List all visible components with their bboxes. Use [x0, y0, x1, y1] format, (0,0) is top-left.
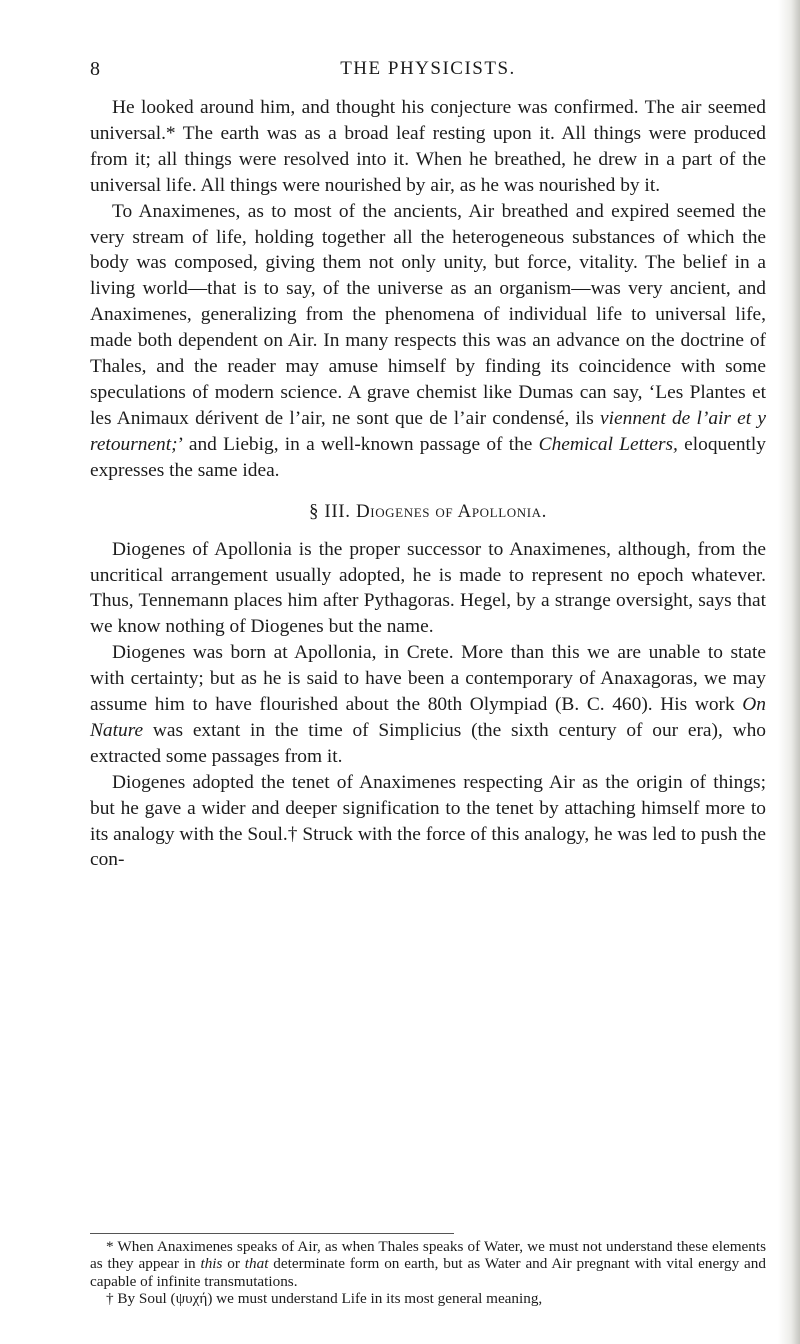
footnote-text: determinate form on earth, but as Water and Air pregnant with vital energy and capable of infinite transmutations.: [90, 1255, 766, 1290]
paragraph-text: was extant in the time of Simplicius (the sixth century of our era), who extracted some passages from it.: [90, 719, 766, 767]
paragraph-text: ’ and Liebig, in a well-known passage of the: [177, 433, 539, 455]
page-number: 8: [90, 58, 100, 80]
section-heading: [90, 501, 766, 523]
running-head: THE PHYSICISTS.: [340, 58, 516, 79]
paragraph-text: To Anaximenes, as to most of the ancients, Air breathed and expired seemed the very stream of life, holding together all the heterogeneous substances of which the body was composed, giving them not only unity, but force, vitality. The belief in a living world—that is to say, of the universe as an organism—was very ancient, and Anaximenes, generalizing from the phenomena of individual life to universal life, made both dependent on Air. In many respects this was an advance on the doctrine of Thales, and the reader may amuse himself by finding its coincidence with some speculations of modern science. A grave chemist like Dumas can say, ‘Les Plantes et les Animaux dérivent de l’air, ne sont que de l’air condensé, ils: [90, 200, 766, 429]
italic-quote: viennent de l’air et y retournent;: [90, 407, 766, 455]
paragraph-5: [90, 770, 766, 874]
paragraph-text: eloquently expresses the same idea.: [90, 433, 766, 481]
paragraph-text: Diogenes adopted the tenet of Anaximenes respecting Air as the origin of things; but he gave a wider and deeper signification to the tenet by attaching himself more to its analogy with the Soul.† Struck with the force of this analogy, he was led to push the con-: [90, 771, 766, 871]
paragraph-text: Diogenes was born at Apollonia, in Crete. More than this we are unable to state with certainty; but as he is said to have been a contemporary of Anaxagoras, we may assume him to have flourished about the 80th Olympiad (B. C. 460). His work: [90, 642, 766, 716]
section-title: Diogenes of Apollonia.: [355, 500, 547, 522]
footnote-1: [90, 1238, 766, 1290]
footnote-2: [90, 1290, 766, 1307]
page-edge-shadow: [778, 0, 800, 1344]
paragraph-text: He looked around him, and thought his conjecture was confirmed. The air seemed universal.* The earth was as a broad leaf resting upon it. All things were produced from it; all things were resolved into it. When he breathed, he drew in a part of the universal life. All things were nourished by air, as he was nourished by it.: [90, 97, 766, 196]
paragraph-1: [90, 95, 766, 199]
work-title-italic: On Nature: [90, 694, 766, 741]
footnote-text: * When Anaximenes speaks of Air, as when Thales speaks of Water, we must not understand these elements as they appear in: [90, 1238, 766, 1273]
footnote-text: † By Soul (ψυχή) we must understand Life in its most general meaning,: [106, 1289, 543, 1307]
section-number: § III.: [308, 500, 351, 522]
body-text: [90, 95, 766, 873]
footnote-italic: that: [244, 1255, 269, 1273]
footnote-rule: [90, 1233, 454, 1234]
footnote-text: or: [222, 1255, 245, 1273]
footnotes: [90, 1238, 766, 1307]
paragraph-4: [90, 640, 766, 770]
paragraph-2: [90, 199, 766, 484]
paragraph-text: Diogenes of Apollonia is the proper successor to Anaximenes, although, from the uncritical arrangement usually adopted, he is made to represent no epoch whatever. Thus, Tennemann places him after Pythagoras. Hegel, by a strange oversight, says that we know nothing of Diogenes but the name.: [90, 538, 766, 638]
book-title-italic: Chemical Letters,: [538, 433, 678, 455]
paragraph-3: [90, 537, 766, 641]
page-header: [90, 58, 766, 84]
footnote-italic: this: [200, 1255, 223, 1273]
